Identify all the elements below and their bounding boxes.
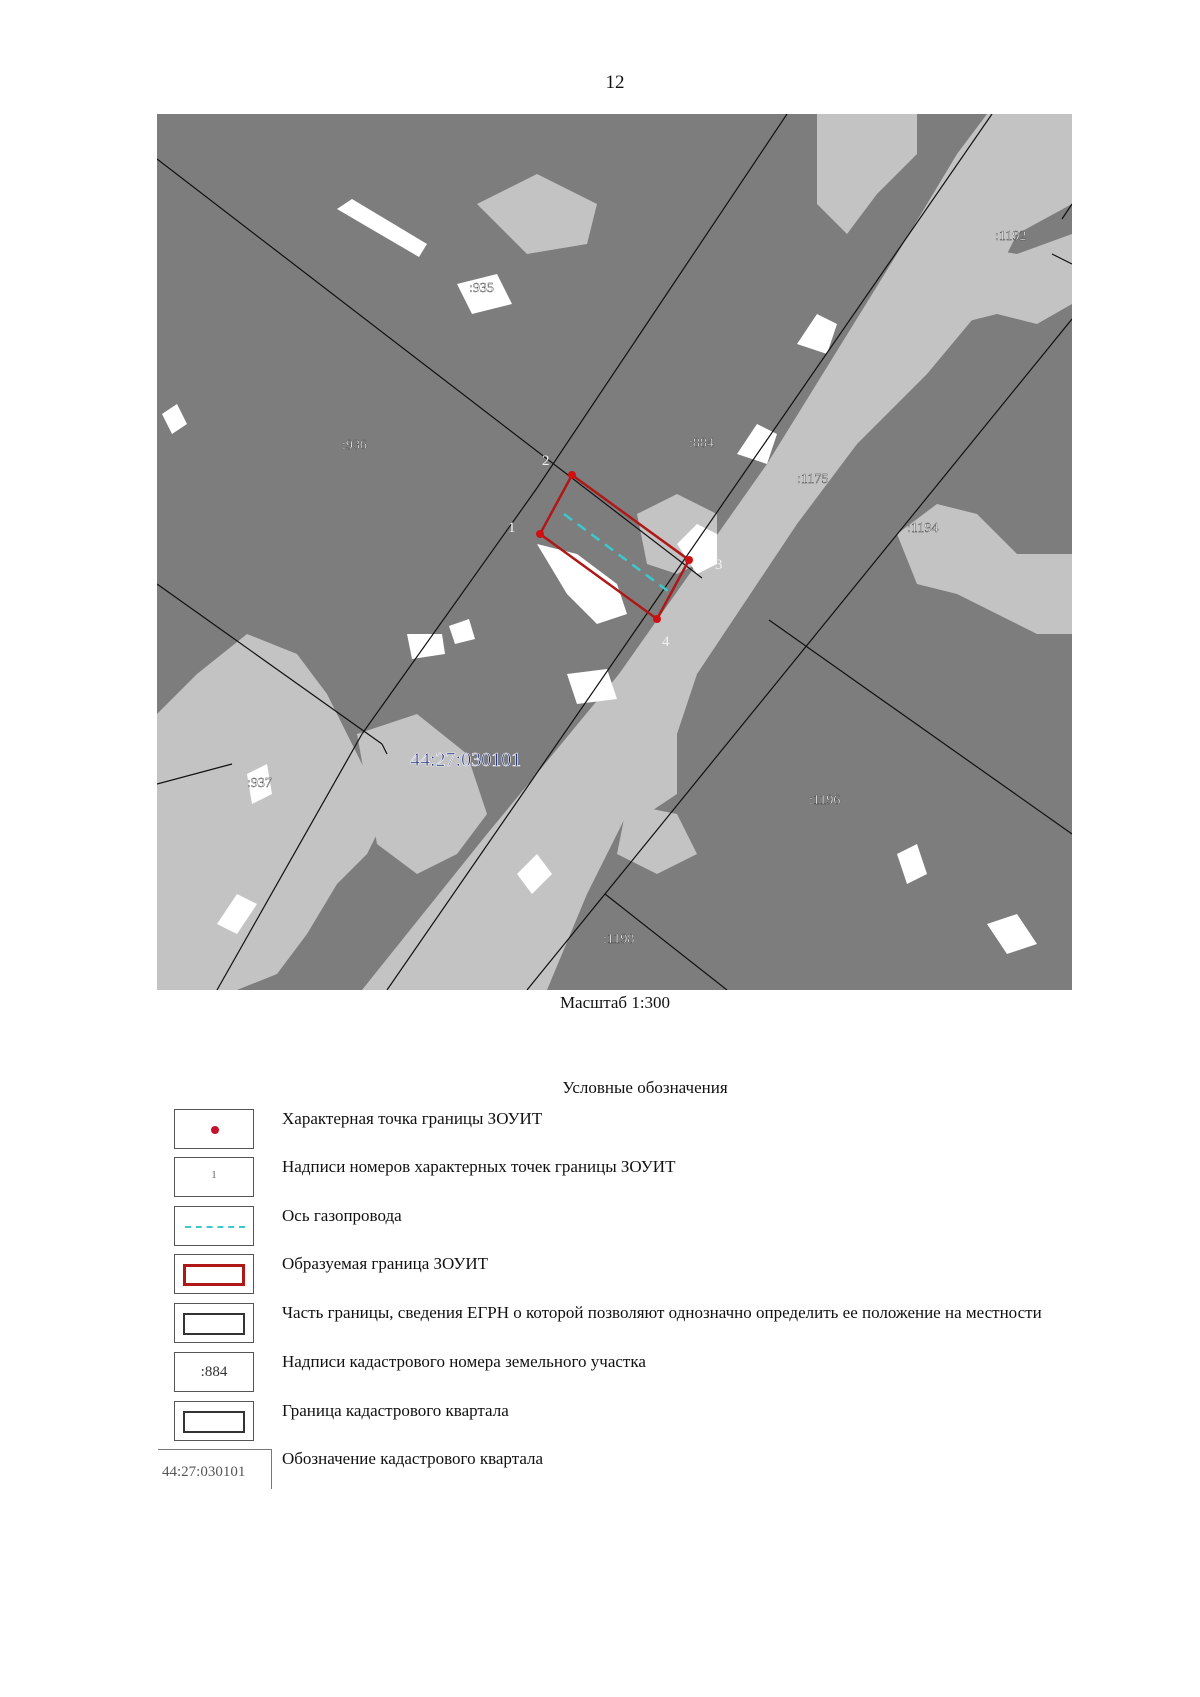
zouit-point-2 (568, 471, 576, 479)
zouit-point-1 (536, 530, 544, 538)
point-label-4: 4 (662, 634, 670, 650)
legend-text: Ось газопровода (282, 1206, 402, 1225)
quarter-label-sample: 44:27:030101 (162, 1464, 246, 1480)
legend-text: Характерная точка границы ЗОУИТ (282, 1109, 543, 1128)
parcel-label-1198: :1198 (603, 932, 635, 947)
legend-symbol-box (174, 1109, 254, 1149)
quarter-label: 44:27:030101 (410, 749, 522, 771)
cadastral-number-sample: :884 (200, 1364, 228, 1380)
parcel-label-1175: :1175 (797, 472, 829, 487)
point-label-2: 2 (542, 453, 550, 469)
legend-symbol-box (174, 1206, 254, 1246)
dashed-cyan-line-icon (185, 1226, 245, 1228)
black-rectangle-icon (183, 1313, 245, 1335)
parcel-label-1196: :1196 (809, 793, 841, 808)
legend-text: Надписи номеров характерных точек границы ЗОУИТ (282, 1157, 676, 1176)
legend-text: Образуемая граница ЗОУИТ (282, 1254, 489, 1273)
legend-symbol-box (174, 1303, 254, 1343)
parcel-label-937: :937 (247, 776, 272, 791)
legend-text: Часть границы, сведения ЕГРН о которой позволяют однозначно определить ее положение на местности (282, 1303, 1042, 1322)
map-canvas (157, 114, 1072, 990)
zouit-point-3 (685, 556, 693, 564)
page-number: 12 (605, 72, 625, 93)
quarter-label-sample-box (158, 1449, 272, 1489)
red-point-icon (211, 1126, 219, 1134)
point-label-1: 1 (508, 520, 516, 536)
legend-symbol-box (174, 1254, 254, 1294)
legend-symbol-box (174, 1157, 254, 1197)
legend-text: Граница кадастрового квартала (282, 1401, 509, 1420)
legend-title: Условные обозначения (562, 1078, 728, 1097)
legend-text: Обозначение кадастрового квартала (282, 1449, 544, 1468)
parcel-label-1192: :1192 (995, 229, 1027, 244)
parcel-label-936: :936 (342, 438, 367, 453)
parcel-label-884: :884 (689, 436, 714, 451)
zouit-point-4 (653, 615, 661, 623)
parcel-label-935: :935 (469, 281, 494, 296)
legend-symbol-box (174, 1401, 254, 1441)
point-label-3: 3 (715, 557, 723, 573)
scale-caption: Масштаб 1:300 (559, 993, 671, 1012)
legend-symbol-box (174, 1352, 254, 1392)
red-rectangle-icon (183, 1264, 245, 1286)
cadastral-map[interactable] (157, 114, 1072, 990)
point-number-sample: 1 (211, 1169, 217, 1181)
parcel-label-1194: :1194 (907, 521, 939, 536)
legend-text: Надписи кадастрового номера земельного участка (282, 1352, 646, 1371)
black-rectangle-icon (183, 1411, 245, 1433)
